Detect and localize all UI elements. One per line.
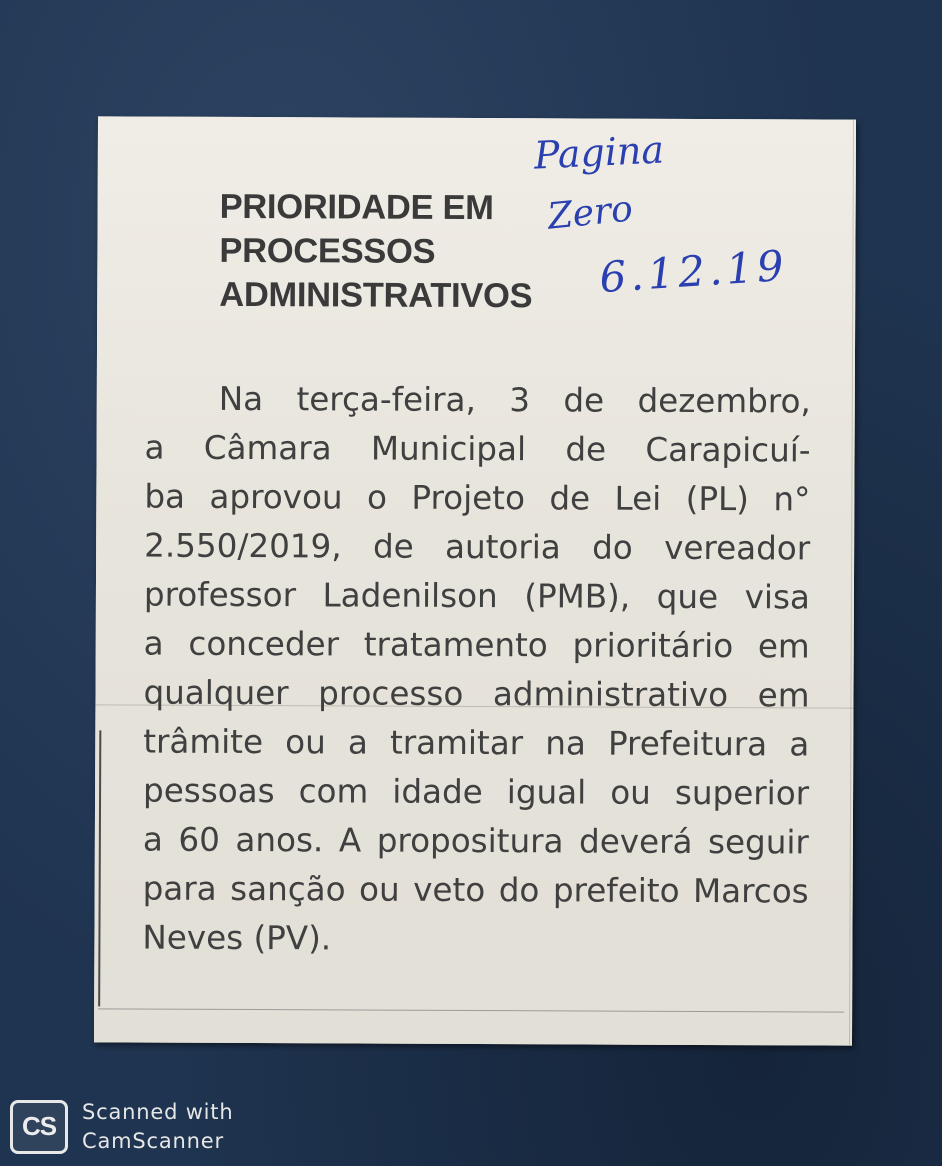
- camscanner-logo-text: CS: [21, 1111, 57, 1141]
- body-line: trâmite ou a tramitar na Prefeitura a: [143, 722, 810, 764]
- scanner-watermark: [82, 1098, 233, 1156]
- body-line: a 60 anos. A propositura deverá seguir: [142, 820, 809, 862]
- body-line: professor Ladenilson (PMB), que visa: [143, 575, 811, 617]
- camscanner-logo: [10, 1100, 68, 1154]
- newspaper-clipping: [94, 116, 856, 1045]
- column-rule: [98, 730, 101, 1006]
- headline-line: PROCESSOS: [219, 231, 436, 271]
- body-line: a conceder tratamento prioritário em: [143, 624, 810, 666]
- body-line: pessoas com idade igual ou superior: [142, 771, 810, 813]
- handwritten-date: 6.12.19: [597, 240, 790, 303]
- article-headline: [219, 185, 580, 319]
- watermark-line-1: Scanned with: [82, 1100, 234, 1124]
- headline-line: ADMINISTRATIVOS: [219, 275, 533, 316]
- headline-line: PRIORIDADE EM: [219, 187, 494, 228]
- paper-edge-rule: [849, 120, 854, 1046]
- body-line: Na terça-feira, 3 de dezembro,: [218, 379, 811, 421]
- body-line: qualquer processo administrativo em: [143, 673, 810, 715]
- body-line: Neves (PV).: [142, 918, 332, 958]
- body-line: para sanção ou veto do prefeito Marcos: [142, 869, 809, 911]
- article-body: [142, 375, 811, 966]
- handwritten-source: Pagina: [532, 127, 665, 178]
- body-line: 2.550/2019, de autoria do vereador: [144, 526, 811, 568]
- handwritten-source-2: Zero: [545, 188, 635, 238]
- body-line: ba aprovou o Projeto de Lei (PL) n°: [144, 477, 811, 519]
- bottom-rule: [98, 1008, 844, 1012]
- watermark-line-2: CamScanner: [82, 1129, 224, 1153]
- body-line: a Câmara Municipal de Carapicuí-: [144, 428, 811, 470]
